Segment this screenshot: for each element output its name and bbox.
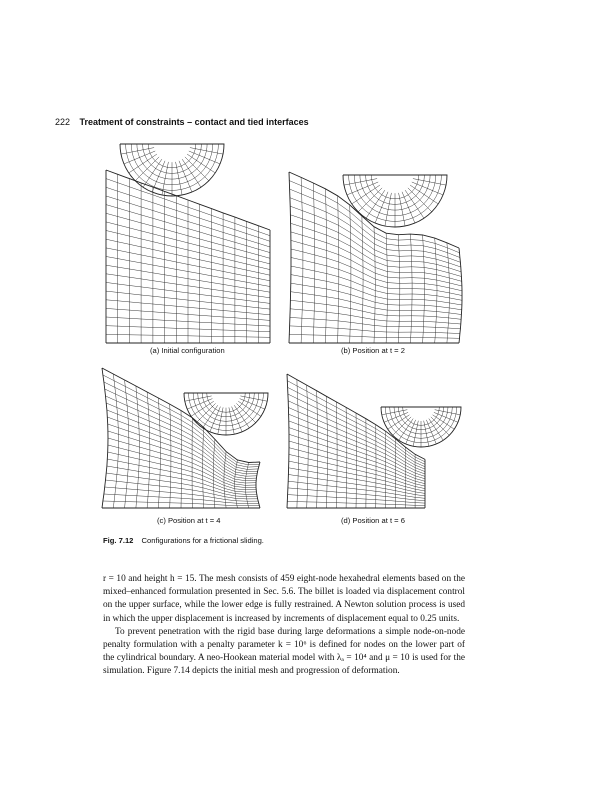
die-mesh-radial	[124, 151, 155, 164]
panel-caption-d: (d) Position at t = 6	[341, 516, 405, 525]
die-mesh-radial	[402, 192, 415, 223]
mesh-drawing-b	[285, 138, 465, 348]
mesh-drawing-d	[285, 360, 465, 520]
billet-mesh-line	[291, 223, 462, 276]
die-mesh-radial	[412, 182, 443, 195]
paragraph-2: To prevent penetration with the rigid base during large deformations a simple node-on-node penalty formulation with a penalty parameter k = 10⁶ is defined for nodes on the lower part of the cylindrical boundary. A neo-Hookean material model with λₐ = 10⁴ and μ = 10 is used for the simulation. Figure 7.14 depicts the initial mesh and progression of deformation.	[103, 626, 465, 677]
panel-caption-a: (a) Initial configuration	[150, 346, 225, 355]
page-number: 222	[55, 117, 71, 127]
figure-panel-c	[100, 360, 280, 530]
billet-mesh-line	[290, 206, 461, 267]
panel-caption-b: (b) Position at t = 2	[341, 346, 405, 355]
billet-mesh-line	[289, 421, 425, 477]
die-mesh-radial	[152, 161, 165, 192]
figure-panel-b	[285, 138, 465, 368]
die-mesh-radial	[179, 161, 192, 192]
billet-mesh-line	[107, 459, 256, 492]
billet-mesh-line	[290, 309, 461, 324]
figure-panel-d	[285, 360, 465, 530]
billet-mesh-line	[290, 198, 461, 263]
billet-mesh-line	[289, 448, 425, 486]
die-mesh-radial	[426, 420, 436, 444]
mesh-drawing-a	[100, 138, 280, 348]
die-mesh-radial	[375, 192, 388, 223]
billet-mesh-line	[288, 475, 425, 496]
panel-caption-c: (c) Position at t = 4	[157, 516, 221, 525]
figure-label: Fig. 7.12	[103, 536, 134, 545]
paragraph-1: r = 10 and height h = 15. The mesh consists of 459 eight-node hexahedral elements based on the mixed–enhanced formulation presented in Sec. 5.6. The billet is loaded via displacement control on the upper surface, while the lower edge is fully restrained. A Newton solution process is used in which the upper displacement is increased by increments of displacement equal to 0.25 units.	[103, 574, 465, 624]
body-text	[103, 573, 465, 679]
figure-panel-a	[100, 138, 280, 368]
die-mesh-radial	[406, 420, 416, 444]
billet-mesh-line	[107, 466, 257, 494]
die-mesh-radial	[384, 412, 408, 422]
die-mesh-radial	[347, 182, 378, 195]
figure-caption-text: Configurations for a frictional sliding.	[141, 536, 264, 545]
die-mesh-radial	[189, 151, 220, 164]
running-title: Treatment of constraints – contact and tied interfaces	[79, 117, 309, 127]
die-mesh-radial	[434, 412, 458, 422]
billet-mesh-line	[289, 441, 425, 484]
billet-mesh-line	[290, 300, 461, 319]
mesh-drawing-c	[100, 360, 280, 520]
running-head	[55, 117, 309, 127]
figure-caption	[103, 536, 264, 545]
billet-mesh-line	[289, 434, 425, 481]
